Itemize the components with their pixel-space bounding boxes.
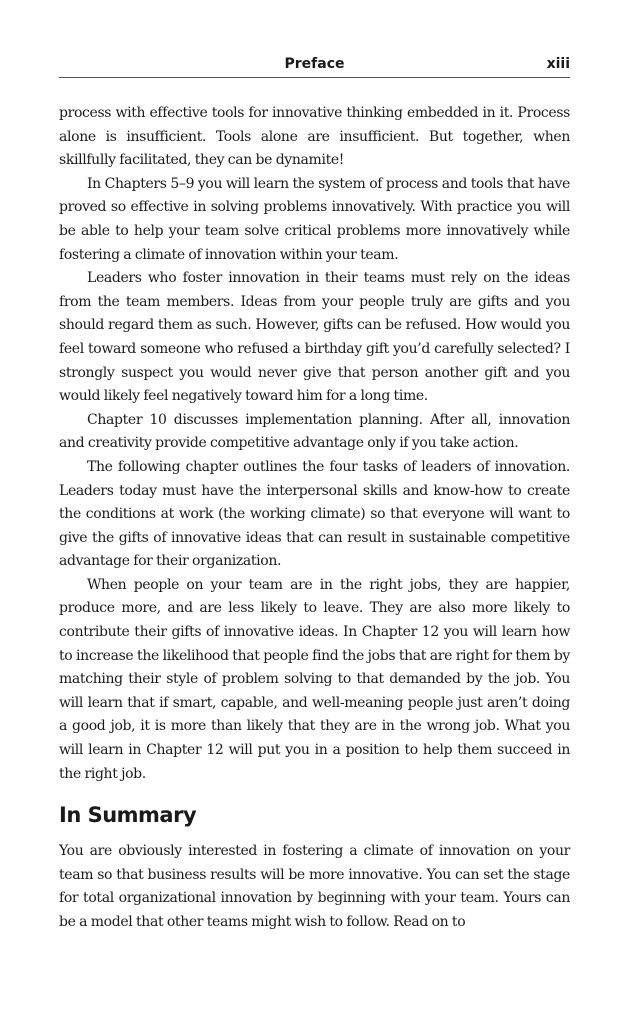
paragraph: Chapter 10 discusses implementation planning. After all, innovation and creativity provide competitive advantage only if you take action. bbox=[59, 411, 570, 452]
paragraph: process with effective tools for innovative thinking embedded in it. Process alone is insufficient. Tools alone are insufficient. But together, when skillfully facilitated, they can be dynamite! bbox=[59, 105, 570, 169]
page-number: xiii bbox=[546, 56, 570, 72]
summary-text bbox=[59, 840, 570, 934]
running-title: Preface bbox=[284, 56, 345, 72]
paragraph: When people on your team are in the right jobs, they are happier, produce more, and are less likely to leave. They are also more likely to contribute their gifts of innovative ideas. In Chapter 12 you will learn how to increase the likelihood that people find the jobs that are right for them by matching their style of problem solving to that demanded by the job. You will learn that if smart, capable, and well-meaning people just aren’t doing a good job, it is more than likely that they are in the wrong job. What you will learn in Chapter 12 will put you in a position to help them succeed in the right job. bbox=[59, 576, 570, 782]
running-header bbox=[59, 53, 570, 78]
section-heading: In Summary bbox=[59, 803, 197, 827]
paragraph: In Chapters 5–9 you will learn the system of process and tools that have proved so effective in solving problems innovatively. With practice you will be able to help your team solve critical problems more innovatively while fostering a climate of innovation within your team. bbox=[59, 175, 570, 263]
paragraph: Leaders who foster innovation in their teams must rely on the ideas from the team members. Ideas from your people truly are gifts and you should regard them as such. However, gifts can be refused. How would you feel toward someone who refused a birthday gift you’d carefully selected? I strongly suspect you would never give that person another gift and you would likely feel negatively toward him for a long time. bbox=[59, 270, 570, 405]
body-text bbox=[59, 102, 570, 786]
summary-paragraph: You are obviously interested in fostering a climate of innovation on your team so that business results will be more innovative. You can set the stage for total organizational innovation by beginning with your team. Yours can be a model that other teams might wish to follow. Read on to bbox=[59, 843, 570, 930]
paragraph: The following chapter outlines the four tasks of leaders of innovation. Leaders today must have the interpersonal skills and know-how to create the conditions at work (the working climate) so that everyone will want to give the gifts of innovative ideas that can result in sustainable competitive advantage for their organization. bbox=[59, 458, 570, 570]
